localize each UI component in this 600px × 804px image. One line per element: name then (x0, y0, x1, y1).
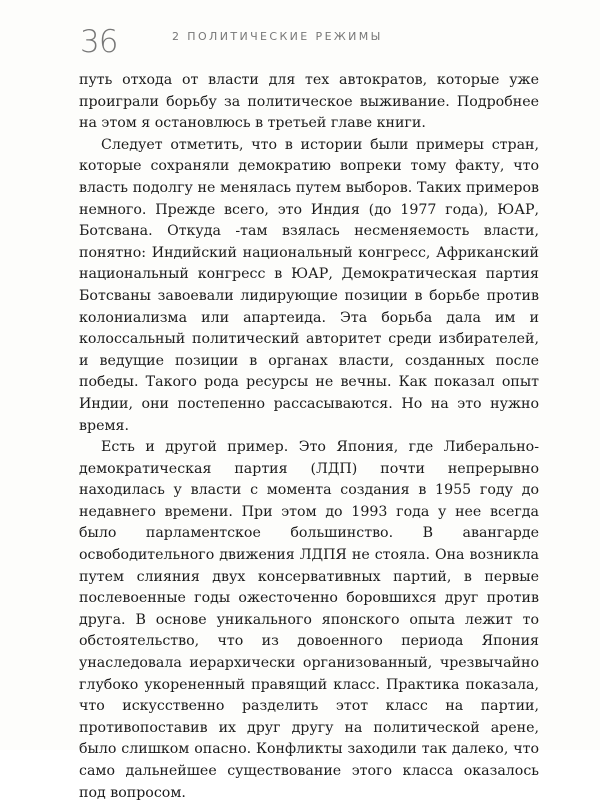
paragraph-3: Есть и другой пример. Это Япония, где Либерально-демократическая партия (ЛДП) почти непрерывно находилась у власти с момента создания в 1955 году до недавнего времени. При этом до 1993 года у нее всегда было парламентское большинство. В авангарде освободительного движения ЛДПЯ не стояла. Она возникла путем слияния двух консервативных партий, в первые послевоенные годы ожесточенно боровшихся друг против друга. В основе уникального японского опыта лежит то обстоятельство, что из довоенного периода Япония унаследовала иерархически организованный, чрезвычайно глубоко укорененный правящий класс. Практика показала, что искусственно разделить этот класс на партии, противопоставив их друг другу на политической арене, было слишком опасно. Конфликты заходили так далеко, что само дальнейшее существование этого класса оказалось под вопросом. (79, 439, 539, 801)
chapter-title: 2 ПОЛИТИЧЕСКИЕ РЕЖИМЫ (172, 30, 383, 43)
paragraph-2: Следует отметить, что в истории были примеры стран, которые сохраняли демократию вопреки тому факту, что власть подолгу не менялась путем выборов. Таких примеров немного. Прежде всего, это Индия (до 1977 года), ЮАР, Ботсвана. Откуда -там взялась несменяемость власти, понятно: Индийский национальный конгресс, Африканский национальный конгресс в ЮАР, Демократическая партия Ботсваны завоевали лидирующие позиции в борьбе против колониализма или апартеида. Эта борьба дала им и колоссальный политический авторитет среди избирателей, и ведущие позиции в органах власти, созданных после победы. Такого рода ресурсы не вечны. Как показал опыт Индии, они постепенно рассасываются. Но на это нужно время. (79, 136, 539, 434)
page-number: 36 (80, 24, 118, 60)
body-text (79, 70, 539, 804)
running-head (80, 24, 560, 64)
paragraph-1: путь отхода от власти для тех автократов, которые уже проиграли борьбу за политическое выживание. Подробнее на этом я остановлюсь в третьей главе книги. (79, 72, 539, 132)
